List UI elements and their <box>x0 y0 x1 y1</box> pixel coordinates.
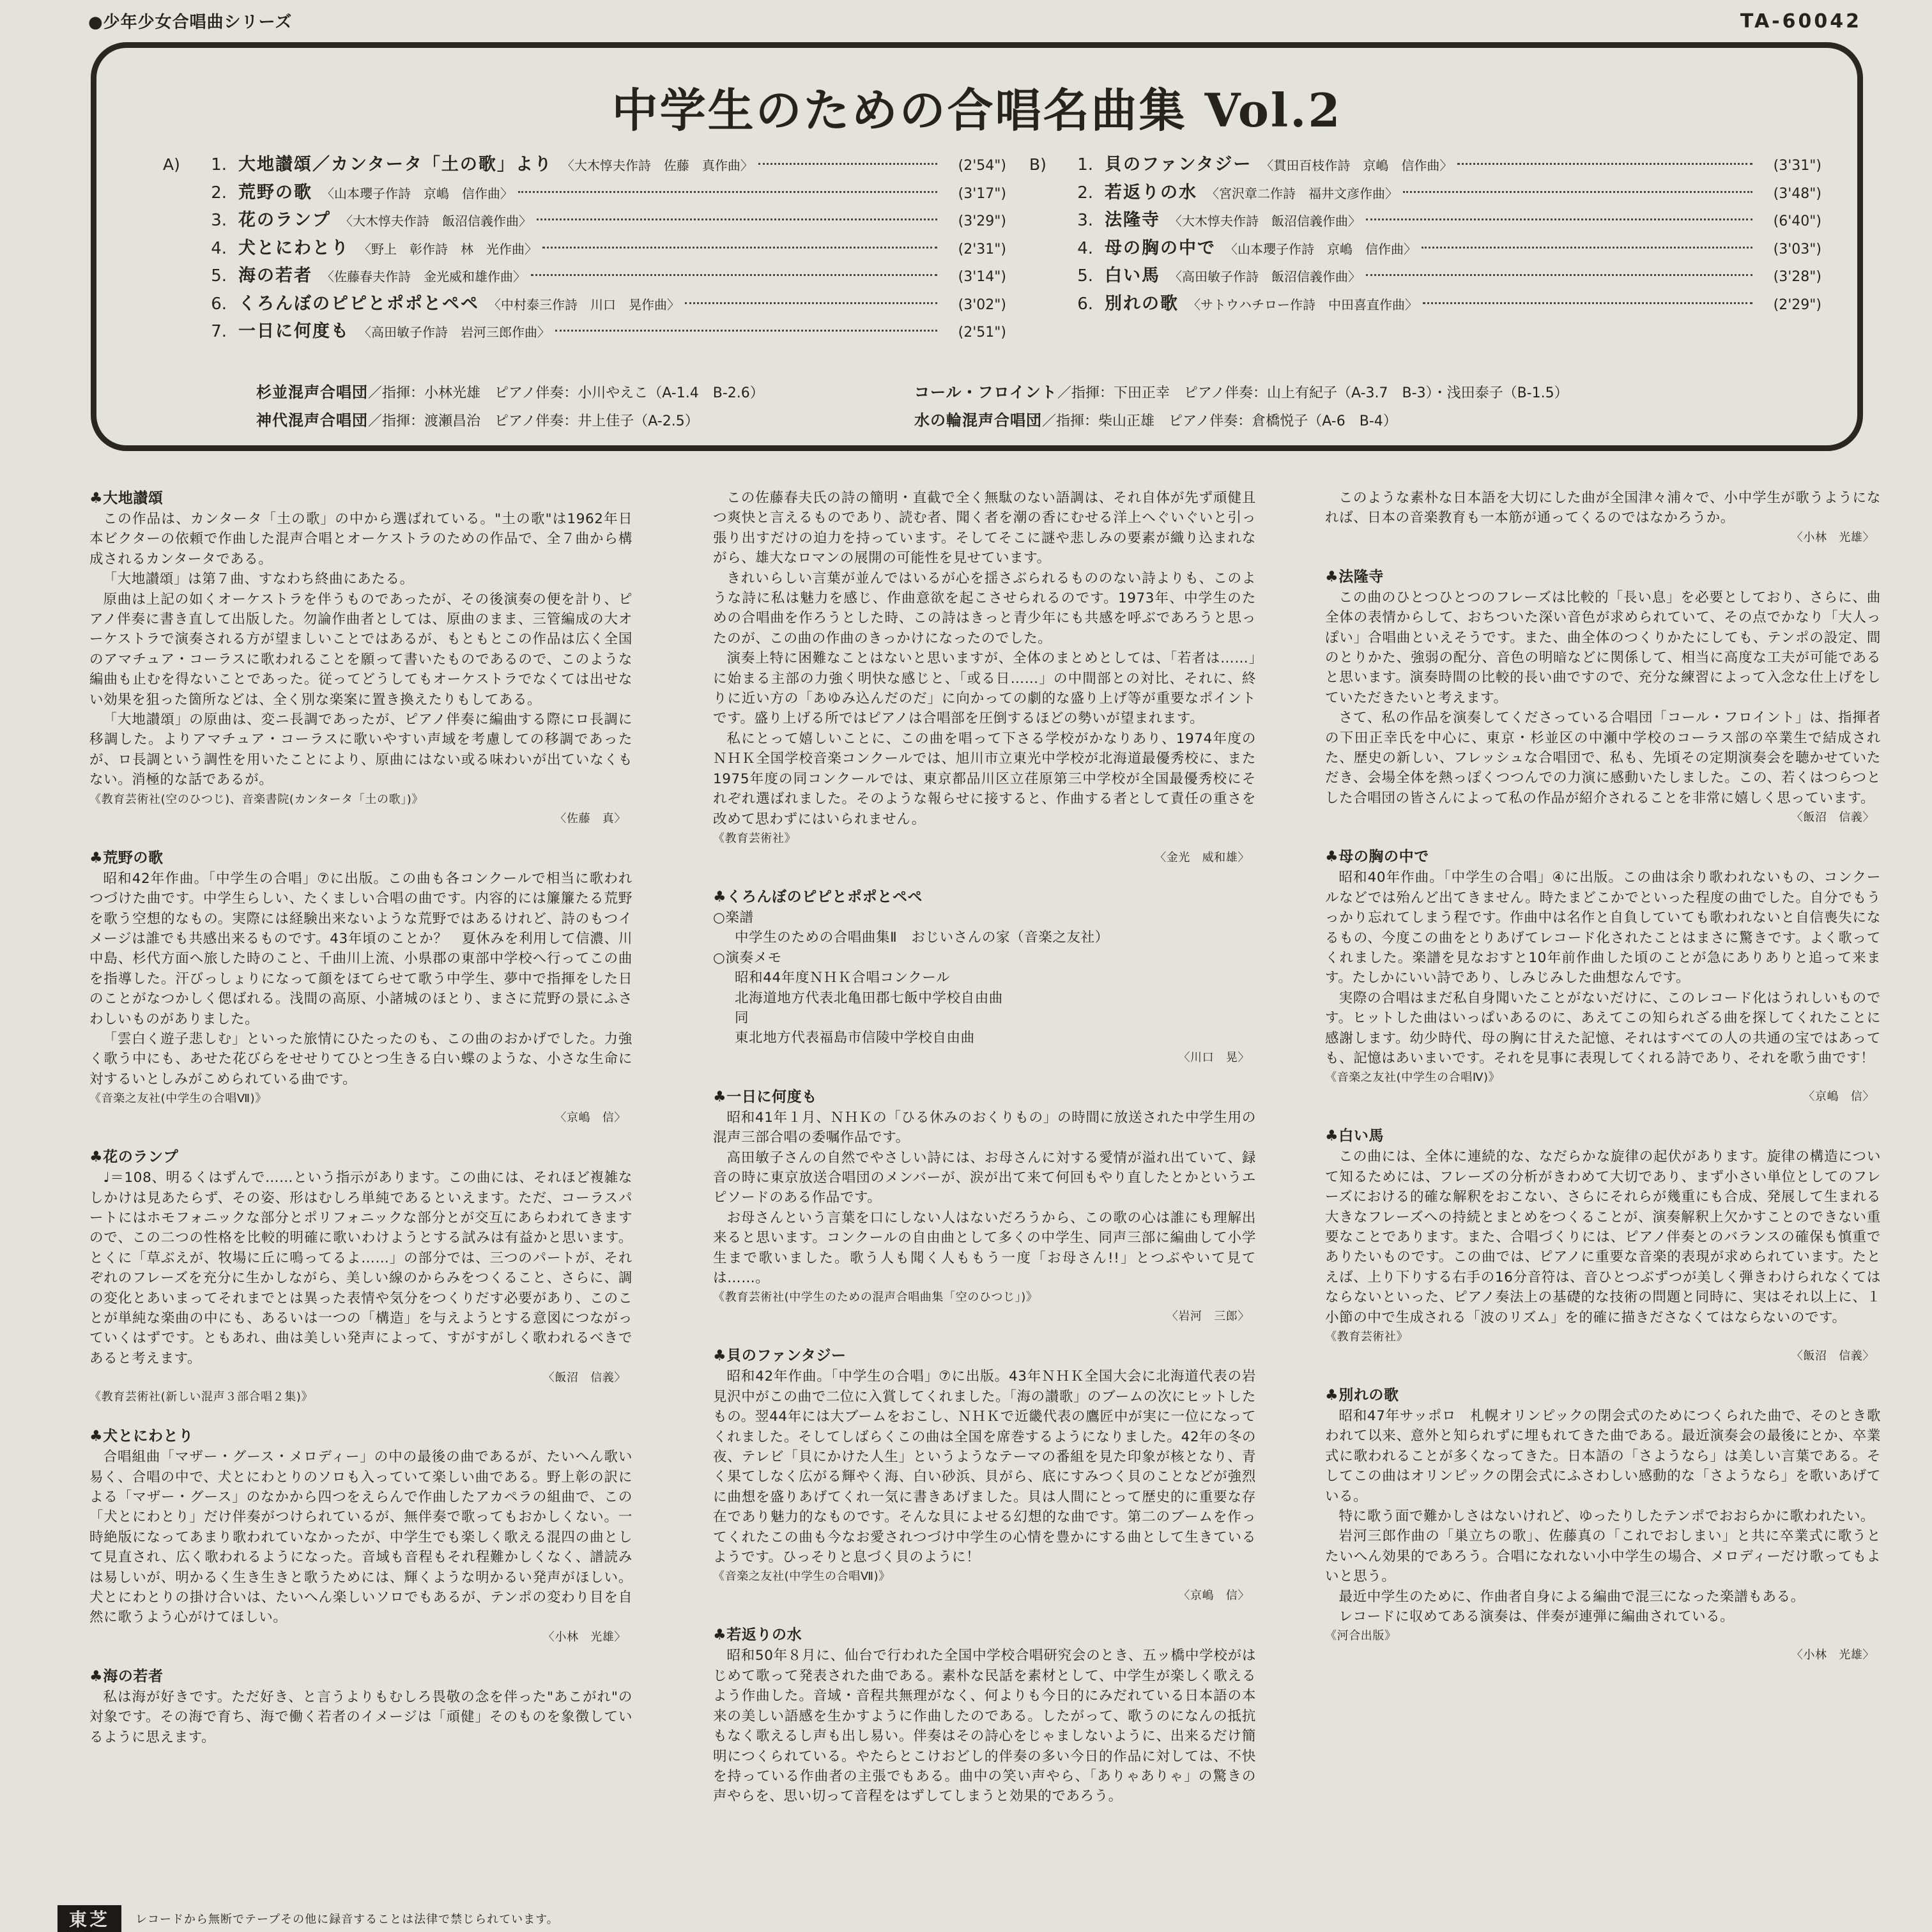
note-heading: ♣母の胸の中で <box>1325 848 1429 866</box>
track-title: 貝のファンタジー <box>1105 155 1252 174</box>
note-signature: 〈佐藤 真〉 <box>555 811 626 825</box>
credit-row <box>256 404 1813 433</box>
track-number: 2. <box>1077 183 1093 203</box>
track-duration: (2'54") <box>958 158 1006 174</box>
track-duration: (3'28") <box>1773 269 1821 285</box>
note-horyuji: ♣法隆寺 この曲のひとつひとつのフレーズは比較的「長い息」を必要としており、さらに、曲全体の表情からして、おちついた深い音色が求められていて、その点でかなり「大人っぽい」合唱曲といえそうです。また、曲全体のつくりかたにしても、テンポの設定、間のとりかた、強弱の配分、音色の明暗などに関係して、相当に高度な工夫が可能であると思います。演奏時間の比較的長い曲ですので、充分な練習によって入念な仕上げをしていただきたいと考えます。 さて、私の作品を演奏してくださっている合唱団「コール・フロイント」は、指揮者の下田正幸氏を中心に、東京・杉並区の中瀬中学校のコーラス部の卒業生で結成された、歴史の新しい、フレッシュな合唱団で、私も、先頃その定期演奏会を聴かせていただき、会場全体を熱っぽくつつんでの力演に感動いたしました。この、若くはつらつとした合唱団の皆さんによって私の作品が紹介されることを非常に嬉しく思っています。 〈飯沼 信義〉 <box>1325 567 1881 827</box>
track-credit: 〈野上 彰作詩 林 光作曲〉 <box>358 241 537 257</box>
note-heading: ♣若返りの水 <box>713 1627 802 1644</box>
track-title: 別れの歌 <box>1105 293 1179 314</box>
note-heading: ♣荒野の歌 <box>89 849 164 866</box>
track-row <box>1029 178 1821 206</box>
note-heading: ♣別れの歌 <box>1325 1387 1399 1404</box>
track-title: 海の若者 <box>238 266 312 286</box>
leader-dots <box>542 247 937 249</box>
track-credit: 〈貫田百枝作詩 京嶋 信作曲〉 <box>1261 158 1453 173</box>
leader-dots <box>1422 247 1752 249</box>
track-number: 3. <box>211 211 227 230</box>
track-row <box>163 317 1006 345</box>
note-ichinichi: ♣一日に何度も 昭和41年１月、ＮＨＫの「ひる休みのおくりもの」の時間に放送された中学生用の混声三部合唱の委嘱作品です。 高田敏子さんの自然でやさしい詩には、お母さんに対する愛情が溢れ出ていて、録音の時に東京放送合唱団のメンバーが、涙が出て来て何回もやり直したとかというエピソードのある作品です。 お母さんという言葉を口にしない人はないだろうから、この歌の心は誰にも理解出来ると思います。コンクールの自由曲として多くの中学生、同声三部に編曲して小学生まで歌いました。歌う人も聞く人ももう一度「お母さん!!」とつぶやいて見ては……。 《教育芸術社(中学生のための混声合唱曲集「空のひつじ」)》 〈岩河 三郎〉 <box>713 1087 1256 1327</box>
note-inu: ♣犬とにわとり 合唱組曲「マザー・グース・メロディー」の中の最後の曲であるが、たいへん歌い易く、合唱の中で、犬とにわとりのソロも入っていて楽しい曲である。野上彰の訳による「マザー・グース」のなかから四つをえらんで作曲したアカペラの組曲で、この「犬とにわとり」だけ伴奏がつけられているが、無伴奏で歌ってもおかしくない。一時絶版になってあまり歌われていなかったが、中学生でも楽しく歌える混四の曲として見直され、広く歌われるようになった。音域も音程もそれ程難かしくなく、譜読みは易しいが、明かるく生き生きと歌うためには、輝くような明かるい発声がほしい。犬とにわとりの掛け合いは、たいへん楽しいソロでもあるが、テンポの変わり目を自然に歌うよう心がけてほしい。 〈小林 光雄〉 <box>89 1426 632 1647</box>
track-credit: 〈中村泰三作詩 川口 晃作曲〉 <box>488 296 680 312</box>
note-heading: ♣大地讃頌 <box>89 490 164 507</box>
note-wakagaeri-continued: このような素朴な日本語を大切にした曲が全国津々浦々で、小中学生が歌うようになれば、日本の音楽教育も一本筋が通ってくるのではなかろうか。 〈小林 光雄〉 <box>1325 488 1881 548</box>
credit-right: 水の輪混声合唱団／指揮：柴山正雄 ピアノ伴奏：倉橋悦子（A-6 B-4） <box>914 411 1397 429</box>
memo-line: 東北地方代表福島市信陵中学校自由曲 <box>735 1030 975 1046</box>
track-duration: (3'02") <box>958 296 1006 313</box>
track-row <box>163 234 1006 262</box>
track-title: 大地讃頌／カンタータ「土の歌」より <box>238 155 553 174</box>
note-shiroi: ♣白い馬 この曲には、全体に連続的な、なだらかな旋律の起伏があります。旋律の構造について知るためには、フレーズの分析がきわめて大切であり、まず小さい単位としてのフレーズにおける的確な解釈をおこない、さらにそれらが幾重にも合成、発展して生まれる大きなフレーズへの持続とまとめをつくることが、演奏解釈上欠かすことのできない重要なことであります。また、合唱づくりには、ピアノ伴奏とのバランスの確保も慎重でありたいものです。この曲では、ピアノに重要な音楽的表現が求められています。たとえば、上り下りする右手の16分音符は、音ひとつぶずつが美しく弾きわけられなくてはならないといった、ピアノ奏法上の基礎的な技術の問題と同時に、実はそれ以上に、１小節の中で生成される「波のリズム」を的確に描きださなくてはならないのです。 《教育芸術社》 〈飯沼 信義〉 <box>1325 1126 1881 1366</box>
track-duration: (3'17") <box>958 185 1006 202</box>
track-duration: (3'29") <box>958 213 1006 229</box>
track-duration: (2'29") <box>1773 296 1821 313</box>
note-signature: 〈京嶋 信〉 <box>555 1111 626 1125</box>
note-wakare: ♣別れの歌 昭和47年サッポロ 札幌オリンピックの閉会式のためにつくられた曲で、そのとき歌われて以来、意外と知られずに埋もれてきた曲である。最近演奏会の最後にとか、卒業式に歌われることが多くなってきた。日本語の「さようなら」は美しい言葉である。そしてこの曲はオリンピックの閉会式にふさわしい感動的な「さようなら」を歌いあげている。 特に歌う面で難かしさはないけれど、ゆったりしたテンポでおおらかに歌われたい。 岩河三郎作曲の「巣立ちの歌」、佐藤真の「これでおしまい」と共に卒業式に歌うとたいへん効果的であろう。合唱になれない小中学生の場合、メロディーだけ歌ってもよいと思う。 最近中学生のために、作曲者自身による編曲で混三になった楽譜もある。 レコードに収めてある演奏は、伴奏が連弾に編曲されている。 《河合出版》 〈小林 光雄〉 <box>1325 1385 1881 1665</box>
note-heading: ♣海の若者 <box>89 1667 164 1685</box>
footer <box>57 1905 559 1932</box>
track-credit: 〈大木惇夫作詩 飯沼信義作曲〉 <box>1169 213 1361 229</box>
note-signature: 〈岩河 三郎〉 <box>1166 1310 1250 1324</box>
side-a-tracklist <box>163 150 1006 345</box>
track-credit: 〈山本瓔子作詩 京嶋 信作曲〉 <box>321 185 513 201</box>
track-row <box>1029 150 1821 178</box>
memo-list <box>713 908 1256 1048</box>
track-title: くろんぼのピピとポポとペペ <box>238 293 479 314</box>
note-signature: 〈京嶋 信〉 <box>1803 1090 1874 1104</box>
track-row <box>163 261 1006 289</box>
track-number: 6. <box>211 294 227 314</box>
track-credit: 〈高田敏子作詩 岩河三郎作曲〉 <box>358 325 550 340</box>
track-duration: (2'31") <box>958 241 1006 257</box>
note-wakagaeri: ♣若返りの水 昭和50年８月に、仙台で行われた全国中学校合唱研究会のとき、五ッ橋中学校がはじめて歌って発表された曲である。素朴な民話を素材として、中学生が楽しく歌えるよう作曲した。音域・音程共無理がなく、何よりも今日的にみだれている日本語の本来の美しい語感を生かすように作曲したのである。したがって、歌うのになんの抵抗もなく歌えるし声も出し易い。伴奏はその詩心をじゃましないように、出来るだけ簡明につくられている。やたらとこけおどし的伴奏の多い今日的作品に対しては、不快を持っている作曲者の主張でもある。曲中の笑い声やら、「ありゃありゃ」の驚きの声やらを、思い切って音程をはずしてしまうと効果的であろう。 <box>713 1625 1256 1806</box>
label-logo: 東芝 <box>57 1905 121 1932</box>
memo-line: 北海道地方代表北亀田郡七飯中学校自由曲 <box>735 990 1003 1006</box>
track-number: 1. <box>211 155 227 174</box>
leader-dots <box>1366 218 1752 220</box>
leader-dots <box>537 218 937 220</box>
note-signature: 〈小林 光雄〉 <box>1791 530 1874 544</box>
track-title: 白い馬 <box>1105 266 1160 286</box>
track-duration: (3'31") <box>1773 158 1821 174</box>
track-credit: 〈山本瓔子作詩 京嶋 信作曲〉 <box>1225 241 1416 257</box>
memo-line: 昭和44年度ＮＨＫ合唱コンクール <box>735 970 951 986</box>
credit-left: 神代混声合唱団／指揮：渡瀬昌治 ピアノ伴奏：井上佳子（A-2.5） <box>256 411 699 429</box>
tracklist-frame <box>91 42 1863 451</box>
leader-dots <box>1366 274 1752 276</box>
leader-dots <box>531 274 937 276</box>
track-row <box>163 289 1006 318</box>
memo-line: 中学生のための合唱曲集Ⅱ おじいさんの家（音楽之友社） <box>735 930 1109 946</box>
track-row <box>163 150 1006 178</box>
note-signature: 〈川口 晃〉 <box>1178 1050 1250 1064</box>
note-haha: ♣母の胸の中で 昭和40年作曲。「中学生の合唱」④に出版。この曲は余り歌われないもの、コンクールなどでは殆んど出てきません。時たまどこかでといった程度の曲でした。自分でもうっかり忘れてしまう程です。作曲中は名作と自負していても歌われないと自信喪失になるもの、今度この曲をとりあげてレコード化されたことはまさに驚きです。よく歌ってくれました。楽譜を見なおすと10年前作曲した頃のことが急にありありと追って来ます。たしかにいい詩であり、しみじみした曲想なんです。 実際の合唱はまだ私自身聞いたことがないだけに、このレコード化はうれしいものです。ヒットした曲はいっぱいあるのに、あえてこの知られざる曲を探してくれたことに感謝します。幼少時代、母の胸に甘えた記憶、それはすべての人の共通の宝ではあっても、記憶はあいまいです。それを見事に表現してくれる詩であり、それを歌う曲です！ 《音楽之友社(中学生の合唱Ⅳ)》 〈京嶋 信〉 <box>1325 847 1881 1107</box>
note-heading: ♣白い馬 <box>1325 1128 1384 1145</box>
track-row <box>163 178 1006 206</box>
track-row <box>1029 234 1821 262</box>
credit-left: 杉並混声合唱団／指揮：小林光雄 ピアノ伴奏：小川やえこ（A-1.4 B-2.6） <box>256 383 764 401</box>
track-duration: (3'14") <box>958 269 1006 285</box>
track-number: 4. <box>211 238 227 258</box>
track-credit: 〈大木惇夫作詩 佐藤 真作曲〉 <box>561 158 753 173</box>
leader-dots <box>685 302 937 304</box>
copyright-notice: レコードから無断でテープその他に録音することは法律で禁じられています。 <box>135 1913 559 1926</box>
track-title: 花のランプ <box>238 210 331 230</box>
track-number: 5. <box>211 266 227 286</box>
track-duration: (3'48") <box>1773 185 1821 202</box>
track-number: 2. <box>211 183 227 203</box>
credit-row <box>256 376 1813 404</box>
note-signature: 〈飯沼 信義〉 <box>1791 811 1874 825</box>
note-signature: 〈飯沼 信義〉 <box>1791 1349 1874 1363</box>
note-umi-continued: この佐藤春夫氏の詩の簡明・直截で全く無駄のない語調は、それ自体が先ず頑健且つ爽快と言えるものであり、読む者、聞く者を潮の香にむせる洋上へぐいぐいと引っ張り出すだけの迫力を持っています。そしてそこに謎や悲しみの要素が織り込まれながら、雄大なロマンの展開の可能性を見せています。 きれいらしい言葉が並んではいるが心を揺さぶられるもののない詩よりも、このような詩に私は魅力を感じ、作曲意欲を起こさせられるのです。1973年、中学生のための合唱曲を作ろうとした時、この詩はきっと青少年にも共感を呼ぶであろうと思ったのが、この曲の作曲のきっかけになったのでした。 演奏上特に困難なことはないと思いますが、全体のまとめとしては、「若者は……」に始まる主部の力強く明快な感じと、「或る日……」の中間部との対比、それに、終りに近い方の「あゆみ込んだのだ」に向かっての劇的な盛り上げ等が重要なポイントです。盛り上げる所ではピアノは合唱部を圧倒するほどの勢いが望まれます。 私にとって嬉しいことに、この曲を唱って下さる学校がかなりあり、1974年度のＮＨＫ全国学校音楽コンクールでは、旭川市立東光中学校が北海道最優秀校に、また1975年度の同コンクールでは、東京都品川区立荏原第三中学校が全国最優秀校にそれぞれ選ばれました。そのような報らせに接すると、作曲する者として責任の重さを改めて思わずにはいられません。 《教育芸術社》 〈金光 威和雄〉 <box>713 488 1256 868</box>
note-signature: 〈小林 光雄〉 <box>1791 1648 1874 1662</box>
note-signature: 〈小林 光雄〉 <box>542 1630 626 1644</box>
note-signature: 〈京嶋 信〉 <box>1178 1589 1250 1603</box>
notes-column-1 <box>89 488 632 1767</box>
side-b-tracklist <box>1029 150 1821 317</box>
memo-line: 同 <box>735 1009 749 1026</box>
leader-dots <box>1457 163 1752 165</box>
album-title: 中学生のための合唱名曲集 Vol.2 <box>611 83 1342 137</box>
catalog-number: TA-60042 <box>1740 10 1862 33</box>
track-credit: 〈佐藤春夫作詩 金光威和雄作曲〉 <box>321 269 526 284</box>
track-credit: 〈サトウハチロー作詩 中田喜直作曲〉 <box>1188 296 1418 312</box>
track-credit: 〈大木惇夫作詩 飯沼信義作曲〉 <box>340 213 532 229</box>
credit-right: コール・フロイント／指揮：下田正幸 ピアノ伴奏：山上有紀子（A-3.7 B-3）・浅田泰子（B-1.5） <box>914 383 1568 401</box>
track-title: 犬とにわとり <box>238 238 349 258</box>
notes-column-3 <box>1325 488 1881 1684</box>
track-side-label: A) <box>163 155 180 174</box>
memo-line: ○楽譜 <box>713 909 754 926</box>
track-number: 5. <box>1077 266 1093 286</box>
notes-column-2 <box>713 488 1256 1826</box>
memo-line: ○演奏メモ <box>713 949 782 966</box>
track-side-label: B) <box>1029 155 1046 174</box>
note-heading: ♣貝のファンタジー <box>713 1347 847 1365</box>
leader-dots <box>1423 302 1752 304</box>
track-row <box>1029 206 1821 234</box>
track-duration: (6'40") <box>1773 213 1821 229</box>
note-kai: ♣貝のファンタジー 昭和42年作曲。「中学生の合唱」⑦に出版。43年ＮＨＫ全国大会に北海道代表の岩見沢中がこの曲で二位に入賞してくれました。「海の讃歌」のブームの次にヒットしたもの。翌44年には大ブームをおこし、ＮＨＫで近畿代表の鷹匠中が実に一位になってくれました。そしてしばらくこの曲は全国を席巻するようになりました。42年の冬の夜、テレビ「貝にかけた人生」というようなテーマの番組を見た印象が核となり、青く果てしなく広がる輝やく海、白い砂浜、貝がら、底にすみつく貝のことなどが強烈に曲想を盛りあげてくれ一気に書きあげました。貝は人間にとって歴史的に重要な存在であり魅力的なものです。そんな貝によせる幻想的な曲です。第二のブームを作ってくれたこの曲も今なお愛されつづけ中学生の心情を豊かにする曲として生きているようです。ひっそりと息づく貝のように！ 《音楽之友社(中学生の合唱Ⅶ)》 〈京嶋 信〉 <box>713 1346 1256 1606</box>
track-number: 3. <box>1077 211 1093 230</box>
track-row <box>163 206 1006 234</box>
track-number: 7. <box>211 322 227 341</box>
track-title: 一日に何度も <box>238 321 349 341</box>
note-signature: 〈飯沼 信義〉 <box>542 1371 626 1385</box>
leader-dots <box>758 163 937 165</box>
note-hana: ♣花のランプ ♩＝108、明るくはずんで……という指示があります。この曲には、それほど複雑なしかけは見あたらず、その姿、形はむしろ単純であるといえます。ただ、コーラスパートにはホモフォニックな部分とポリフォニックな部分とが交互にあらわれてきますので、この二つの性格を比較的明確に歌いわけようとする試みは有益かと思います。とくに「草ぶえが、牧場に丘に鳴ってるよ……」の部分では、三つのパートが、それぞれのフレーズを充分に生かしながら、美しい線のからみをつくること、さらに、調の変化とあいまってそれまでとは異った表情や気分をつくりだす必要があり、このことが単純な楽曲の中にも、あるいは一つの「構造」を与えようとする意図につながっていくはずです。ともあれ、曲は美しい発声によって、すがすがしく歌われるべきであると考えます。 〈飯沼 信義〉 《教育芸術社(新しい混声３部合唱２集)》 <box>89 1147 632 1407</box>
track-title: 若返りの水 <box>1105 182 1197 203</box>
note-daichi: ♣大地讃頌 この作品は、カンタータ「土の歌」の中から選ばれている。"土の歌"は1962年日本ビクターの依頼で作曲した混声合唱とオーケストラのための作品で、全７曲から構成されるカンタータである。 「大地讃頌」は第７曲、すなわち終曲にあたる。 原曲は上記の如くオーケストラを伴うものであったが、その後演奏の便を計り、ピアノ伴奏に書き直して出版した。勿論作曲者としては、原曲のまま、三管編成の大オーケストラで演奏される方が望ましいことではあるが、もともとこの作品は広く全国のアマチュア・コーラスに歌われることを願って書いたものであるので、このような編曲も止むを得ないことであった。従ってどうしてもオーケストラでなくては出せない効果を狙った箇所などは、全く別な楽案に置き換えたりもしてある。 「大地讃頌」の原曲は、変ニ長調であったが、ピアノ伴奏に編曲する際にロ長調に移調した。よりアマチュア・コーラスに歌いやすい声域を考慮しての移調であったが、ロ長調という調性を用いたことにより、原曲にはない或る味わいが出ていなくもない。消極的な話であるが。 《教育芸術社(空のひつじ)、音楽書院(カンタータ「土の歌」)》 〈佐藤 真〉 <box>89 488 632 829</box>
note-heading: ♣花のランプ <box>89 1149 179 1166</box>
track-title: 母の胸の中で <box>1105 238 1216 258</box>
leader-dots <box>1403 191 1752 193</box>
note-heading: ♣犬とにわとり <box>89 1428 194 1445</box>
track-row <box>1029 289 1821 318</box>
note-heading: ♣一日に何度も <box>713 1088 817 1105</box>
track-number: 6. <box>1077 294 1093 314</box>
leader-dots <box>518 191 937 193</box>
track-row <box>1029 261 1821 289</box>
note-kuronbo <box>713 887 1256 1068</box>
track-duration: (2'51") <box>958 325 1006 341</box>
track-number: 1. <box>1077 155 1093 174</box>
track-credit: 〈高田敏子作詩 飯沼信義作曲〉 <box>1169 269 1361 284</box>
note-signature: 〈金光 威和雄〉 <box>1154 850 1250 864</box>
track-credit: 〈宮沢章二作詩 福井文彦作曲〉 <box>1206 185 1398 201</box>
note-kouya: ♣荒野の歌 昭和42年作曲。「中学生の合唱」⑦に出版。この曲も各コンクールで相当に歌われつづけた曲です。中学生らしい、たくましい合唱の曲です。内容的には簾簾たる荒野を歌う空想的なもの。実際には経験出来ないような荒野ではあるけれど、詩のもつイメージは誰でも共感出来るものです。43年頃のことか？ 夏休みを利用して信濃、川中島、杉代方面へ旅した時のこと、千曲川上流、小県郡の東部中学校へ行ってこの曲を指導した。汗びっしょりになって顔をほてらせて歌う中学生、夢中で指揮をした日のことがなつかしく偲ばれる。浅間の高原、小諸城のほとり、まさに荒野の景にふさわしいものがありました。 「雲白く遊子悲しむ」といった旅情にひたったのも、この曲のおかげでした。力強く歌う中にも、あせた花びらをせせりてひとつ生きる白い蝶のような、小さな生命に対するいとしみがこめられている曲です。 《音楽之友社(中学生の合唱Ⅶ)》 〈京嶋 信〉 <box>89 848 632 1128</box>
track-title: 法隆寺 <box>1105 210 1160 230</box>
note-heading: ♣法隆寺 <box>1325 568 1384 585</box>
performer-credits <box>256 376 1813 433</box>
track-duration: (3'03") <box>1773 241 1821 257</box>
note-umi: ♣海の若者 私は海が好きです。ただ好き、と言うよりもむしろ畏敬の念を伴った"あこがれ"の対象です。その海で育ち、海で働く若者のイメージは「頑健」そのものを象徴しているように思えます。 <box>89 1666 632 1747</box>
track-title: 荒野の歌 <box>238 182 312 203</box>
track-number: 4. <box>1077 238 1093 258</box>
note-heading: ♣くろんぼのピピとポポとペペ <box>713 888 923 905</box>
leader-dots <box>555 330 937 332</box>
series-label: ●少年少女合唱曲シリーズ <box>88 13 293 32</box>
